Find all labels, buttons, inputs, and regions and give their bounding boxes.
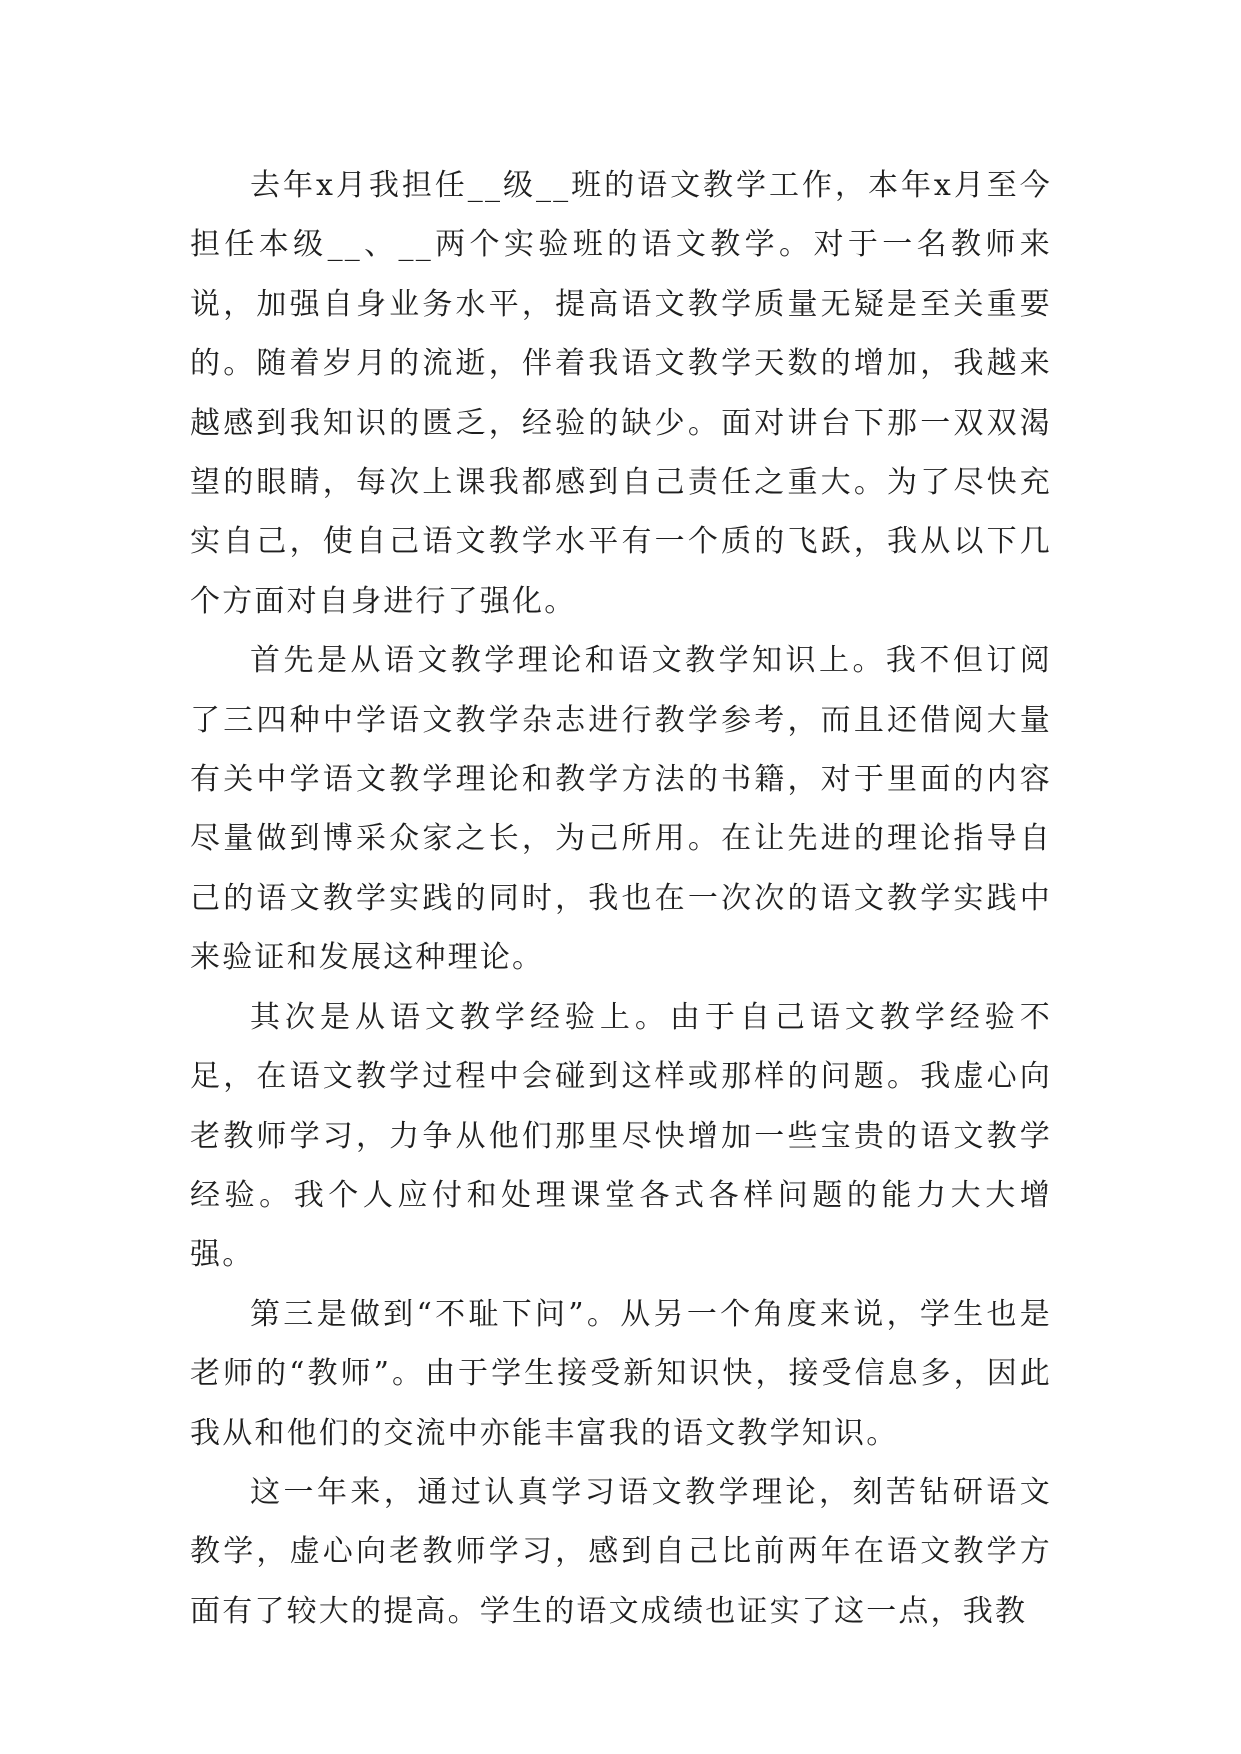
paragraph-5: 这一年来，通过认真学习语文教学理论，刻苦钻研语文教学，虚心向老教师学习，感到自己比前两年在语文教学方面有了较大的提高。学生的语文成绩也证实了这一点，我教 [190,1474,1052,1629]
document-body [190,156,1052,1641]
paragraph-2: 首先是从语文教学理论和语文教学知识上。我不但订阅了三四种中学语文教学杂志进行教学参考，而且还借阅大量有关中学语文教学理论和教学方法的书籍，对于里面的内容尽量做到博采众家之长，为己所用。在让先进的理论指导自己的语文教学实践的同时，我也在一次次的语文教学实践中来验证和发展这种理论。 [190,643,1052,976]
paragraph-1: 去年x月我担任__级__班的语文教学工作，本年x月至今担任本级__、__两个实验班的语文教学。对于一名教师来说，加强自身业务水平，提高语文教学质量无疑是至关重要的。随着岁月的流逝，伴着我语文教学天数的增加，我越来越感到我知识的匮乏，经验的缺少。面对讲台下那一双双渴望的眼睛，每次上课我都感到自己责任之重大。为了尽快充实自己，使自己语文教学水平有一个质的飞跃，我从以下几个方面对自身进行了强化。 [190,168,1052,619]
paragraph-3: 其次是从语文教学经验上。由于自己语文教学经验不足，在语文教学过程中会碰到这样或那样的问题。我虚心向老教师学习，力争从他们那里尽快增加一些宝贵的语文教学经验。我个人应付和处理课堂各式各样问题的能力大大增强。 [190,999,1052,1273]
paragraph-4: 第三是做到“不耻下问”。从另一个角度来说，学生也是老师的“教师”。由于学生接受新知识快，接受信息多，因此我从和他们的交流中亦能丰富我的语文教学知识。 [190,1296,1052,1451]
